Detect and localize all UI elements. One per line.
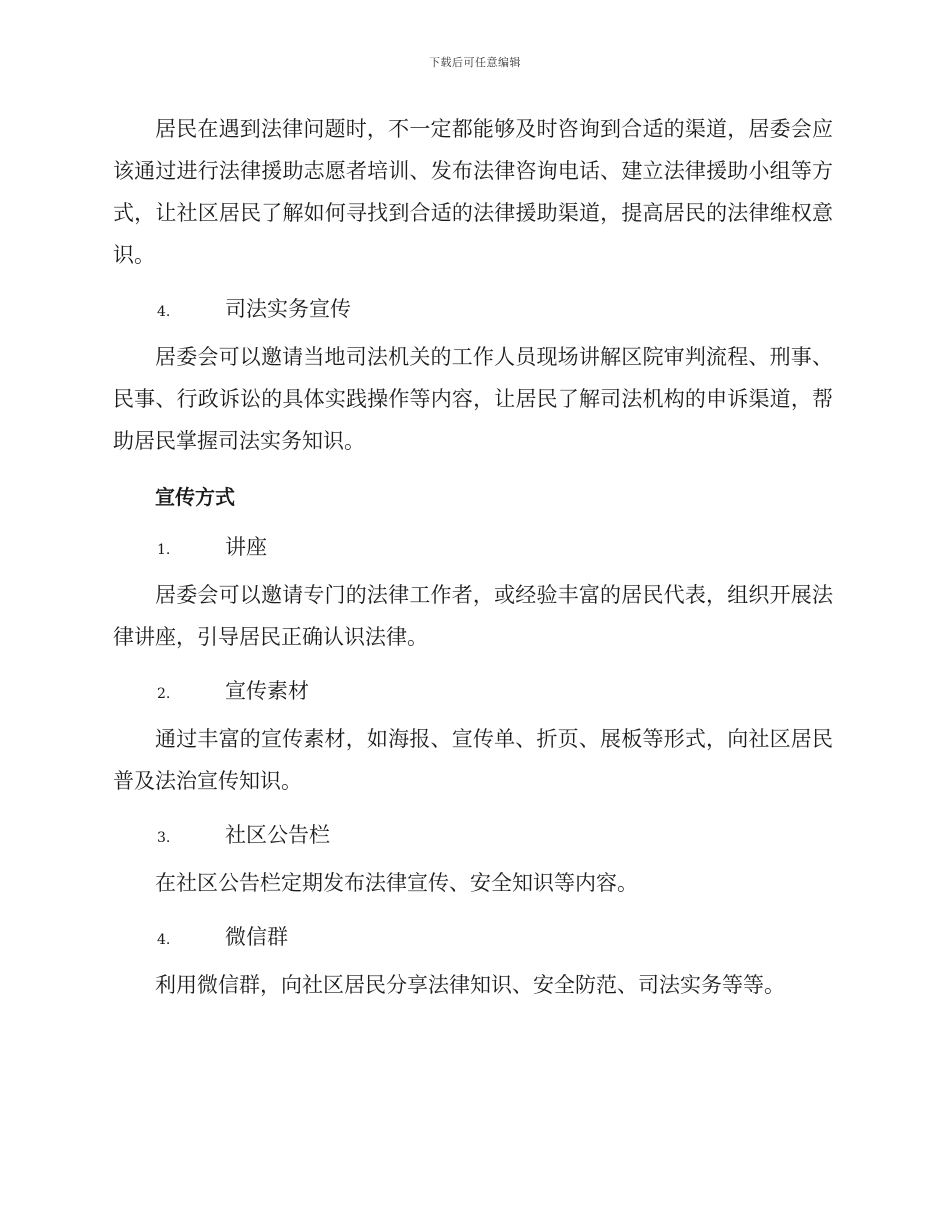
list-title: 司法实务宣传 (225, 297, 351, 321)
paragraph-wechat-group: 利用微信群，向社区居民分享法律知识、安全防范、司法实务等等。 (155, 973, 785, 997)
paragraph-lecture: 居委会可以邀请专门的法律工作者，或经验丰富的居民代表，组织开展法律讲座，引导居民正确认识法律。 (113, 583, 833, 649)
list-number: 2. (157, 686, 171, 702)
paragraph-bulletin-board: 在社区公告栏定期发布法律宣传、安全知识等内容。 (155, 871, 638, 895)
paragraph-materials: 通过丰富的宣传素材，如海报、宣传单、折页、展板等形式，向社区居民普及法治宣传知识。 (113, 727, 833, 793)
list-number: 1. (157, 542, 171, 558)
list-item-judicial-practice (113, 282, 833, 336)
list-number: 4. (157, 932, 171, 948)
document-body (113, 108, 833, 1018)
list-title: 社区公告栏 (225, 823, 330, 847)
list-title: 宣传素材 (225, 679, 309, 703)
list-item-wechat-group (113, 910, 833, 964)
paragraph-legal-aid: 居民在遇到法律问题时，不一定都能够及时咨询到合适的渠道，居委会应该通过进行法律援助志愿者培训、发布法律咨询电话、建立法律援助小组等方式，让社区居民了解如何寻找到合适的法律援助渠道，提高居民的法律维权意识。 (113, 117, 833, 267)
list-title: 讲座 (225, 535, 267, 559)
list-title: 微信群 (225, 925, 288, 949)
list-number: 4. (157, 304, 171, 320)
list-item-materials (113, 664, 833, 718)
paragraph-judicial-practice: 居委会可以邀请当地司法机关的工作人员现场讲解区院审判流程、刑事、民事、行政诉讼的具体实践操作等内容，让居民了解司法机构的申诉渠道，帮助居民掌握司法实务知识。 (113, 345, 833, 453)
list-item-lecture (113, 520, 833, 574)
page-header: 下载后可任意编辑 (429, 56, 521, 69)
list-number: 3. (157, 830, 171, 846)
section-heading-publicity-methods: 宣传方式 (155, 485, 235, 509)
list-item-bulletin-board (113, 808, 833, 862)
